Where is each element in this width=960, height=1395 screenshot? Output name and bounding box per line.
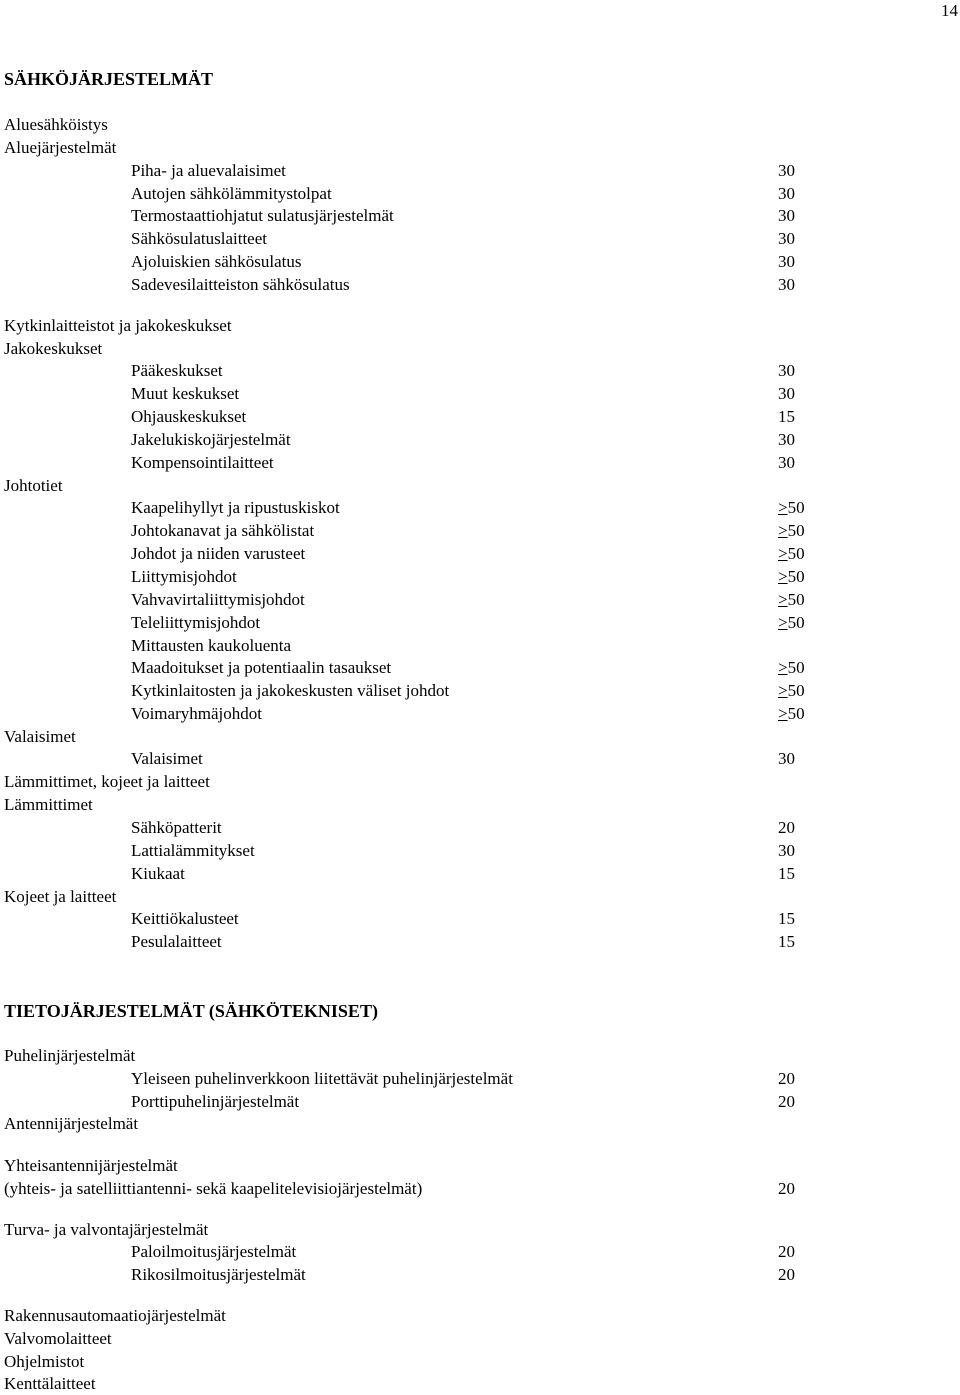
item-years: 30 [778, 749, 795, 768]
subcategory-software: Ohjelmistot [4, 1352, 85, 1371]
category-heaters-appliances: Lämmittimet, kojeet ja laitteet [4, 772, 210, 791]
item-years: 30 [778, 453, 795, 472]
item-years: 30 [778, 161, 795, 180]
item-years: 30 [778, 184, 795, 203]
item-years: 30 [778, 430, 795, 449]
item-label: Ohjauskeskukset [131, 407, 247, 426]
subcategory-appliances: Kojeet ja laitteet [4, 887, 117, 906]
item-label: Sähkösulatuslaitteet [131, 229, 267, 248]
item-years: 30 [778, 229, 795, 248]
category-security-systems: Turva- ja valvontajärjestelmät [4, 1220, 209, 1239]
item-label: Yleiseen puhelinverkkoon liitettävät puhelinjärjestelmät [131, 1069, 513, 1088]
item-label: Valaisimet [131, 749, 203, 768]
item-label: Kytkinlaitosten ja jakokeskusten väliset johdot [131, 681, 450, 700]
item-years: 15 [778, 932, 795, 951]
item-label: Vahvavirtaliittymisjohdot [131, 590, 305, 609]
item-label: Pääkeskukset [131, 361, 223, 380]
item-label: (yhteis- ja satelliittiantenni- sekä kaapelitelevisiojärjestelmät) [4, 1179, 423, 1198]
item-label: Johdot ja niiden varusteet [131, 544, 306, 563]
category-shared-antenna: Yhteisantennijärjestelmät [4, 1156, 178, 1175]
item-label: Ajoluiskien sähkösulatus [131, 252, 302, 271]
item-years: 20 [778, 1265, 795, 1284]
item-years: >50 [778, 590, 805, 609]
item-label: Muut keskukset [131, 384, 240, 403]
item-years: >50 [778, 544, 805, 563]
item-label: Rikosilmoitusjärjestelmät [131, 1265, 306, 1284]
item-years: >50 [778, 681, 805, 700]
subcategory-control-room: Valvomolaitteet [4, 1329, 112, 1348]
subcategory-cable-routes: Johtotiet [4, 476, 63, 495]
item-years: 30 [778, 361, 795, 380]
item-years: 20 [778, 818, 795, 837]
item-years: >50 [778, 658, 805, 677]
item-years: 30 [778, 252, 795, 271]
item-years: 20 [778, 1179, 795, 1198]
subcategory-distribution-boards: Jakokeskukset [4, 339, 103, 358]
item-label: Sadevesilaitteiston sähkösulatus [131, 275, 350, 294]
item-label: Johtokanavat ja sähkölistat [131, 521, 315, 540]
item-years: >50 [778, 704, 805, 723]
subcategory-heaters: Lämmittimet [4, 795, 93, 814]
category-antenna-systems: Antennijärjestelmät [4, 1114, 139, 1133]
item-years: 20 [778, 1092, 795, 1111]
subcategory-area-systems: Aluejärjestelmät [4, 138, 117, 157]
item-label: Teleliittymisjohdot [131, 613, 261, 632]
item-years: 20 [778, 1069, 795, 1088]
item-years: 30 [778, 384, 795, 403]
item-years: >50 [778, 498, 805, 517]
category-building-automation: Rakennusautomaatiojärjestelmät [4, 1306, 226, 1325]
item-label: Voimaryhmäjohdot [131, 704, 262, 723]
item-label: Kompensointilaitteet [131, 453, 274, 472]
item-years: 30 [778, 206, 795, 225]
item-label: Mittausten kaukoluenta [131, 636, 292, 655]
item-label: Autojen sähkölämmitystolpat [131, 184, 332, 203]
item-years: 30 [778, 841, 795, 860]
category-area-electrification: Aluesähköistys [4, 115, 108, 134]
item-years: >50 [778, 567, 805, 586]
section-title-information-systems: TIETOJÄRJESTELMÄT (SÄHKÖTEKNISET) [4, 1001, 378, 1021]
category-telephone-systems: Puhelinjärjestelmät [4, 1046, 136, 1065]
item-label: Liittymisjohdot [131, 567, 237, 586]
item-years: 15 [778, 407, 795, 426]
item-label: Lattialämmitykset [131, 841, 255, 860]
item-label: Termostaattiohjatut sulatusjärjestelmät [131, 206, 394, 225]
item-label: Kaapelihyllyt ja ripustuskiskot [131, 498, 340, 517]
subcategory-field-devices: Kenttälaitteet [4, 1374, 96, 1393]
item-years: 15 [778, 864, 795, 883]
category-switchgear: Kytkinlaitteistot ja jakokeskukset [4, 316, 232, 335]
item-label: Keittiökalusteet [131, 909, 239, 928]
item-years: >50 [778, 613, 805, 632]
item-label: Porttipuhelinjärjestelmät [131, 1092, 300, 1111]
item-years: 30 [778, 275, 795, 294]
item-label: Sähköpatterit [131, 818, 222, 837]
item-years: >50 [778, 521, 805, 540]
item-label: Pesulalaitteet [131, 932, 222, 951]
item-years: 20 [778, 1242, 795, 1261]
page-number: 14 [941, 1, 958, 20]
item-label: Jakelukiskojärjestelmät [131, 430, 291, 449]
category-luminaires: Valaisimet [4, 727, 76, 746]
section-title-electrical: SÄHKÖJÄRJESTELMÄT [4, 69, 214, 89]
item-label: Paloilmoitusjärjestelmät [131, 1242, 297, 1261]
item-years: 15 [778, 909, 795, 928]
item-label: Maadoitukset ja potentiaalin tasaukset [131, 658, 392, 677]
item-label: Piha- ja aluevalaisimet [131, 161, 286, 180]
item-label: Kiukaat [131, 864, 185, 883]
